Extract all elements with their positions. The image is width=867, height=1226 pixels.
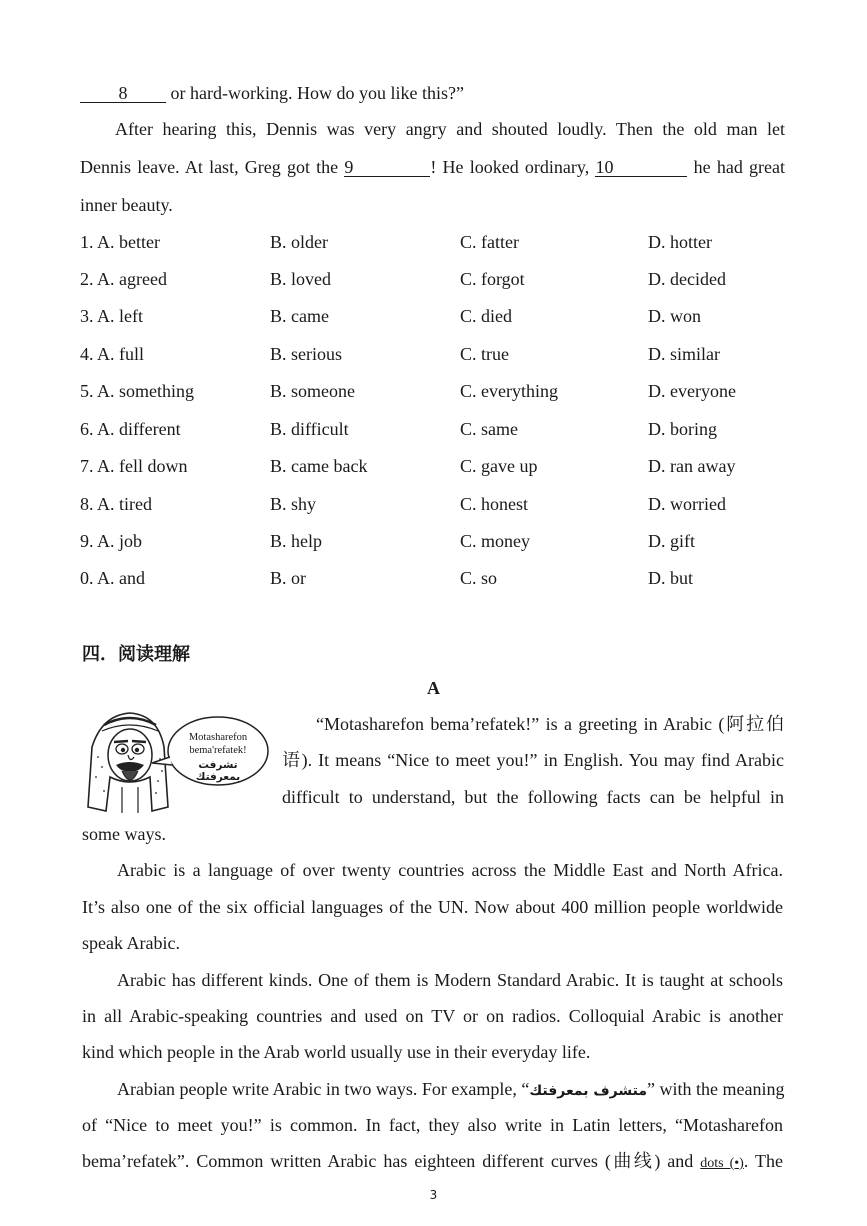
option-b: B. came	[270, 306, 329, 326]
option-a: 6. A. different	[80, 419, 181, 439]
p1-line-4: some ways.	[82, 824, 166, 844]
option-d: D. won	[648, 306, 701, 326]
p2-line-3: speak Arabic.	[82, 933, 180, 953]
option-d: D. everyone	[648, 381, 736, 401]
bubble-arabic: تشرفت بمعرفتك	[195, 759, 241, 783]
option-d: D. similar	[648, 344, 720, 364]
option-c: C. gave up	[460, 456, 538, 476]
option-row	[80, 268, 800, 290]
passage-line-4: inner beauty.	[80, 195, 173, 215]
option-b: B. help	[270, 531, 322, 551]
reading-heading: A	[427, 678, 440, 698]
option-b: B. serious	[270, 344, 342, 364]
option-a: 3. A. left	[80, 306, 143, 326]
p4-line-2: of “Nice to meet you!” is common. In fact, they also write in Latin letters, “Motasharefon	[82, 1115, 783, 1135]
option-c: C. same	[460, 419, 518, 439]
passage-line-3: Dennis leave. At last, Greg got the 9 ! He looked ordinary, 10 he had great	[80, 157, 785, 177]
option-b: B. someone	[270, 381, 355, 401]
p1-line-3: difficult to understand, but the following facts can be helpful in	[282, 787, 784, 807]
option-b: B. difficult	[270, 419, 349, 439]
option-a: 7. A. fell down	[80, 456, 188, 476]
bubble-line-1: Motasharefon	[188, 732, 248, 743]
option-a: 9. A. job	[80, 531, 143, 551]
option-b: B. older	[270, 232, 328, 252]
page-number: 3	[429, 1188, 438, 1202]
option-c: C. died	[460, 306, 512, 326]
p4-line-1: Arabian people write Arabic in two ways. For example, “متشرف بمعرفتك” with the meaning	[117, 1079, 785, 1099]
option-d: D. hotter	[648, 232, 712, 252]
option-row	[80, 567, 800, 589]
option-c: C. money	[460, 531, 530, 551]
passage-line-1: 8 or hard-working. How do you like this?”	[80, 82, 785, 104]
option-a: 4. A. full	[80, 344, 145, 364]
option-row	[80, 380, 800, 402]
option-row	[80, 455, 800, 477]
blank-10: 10	[595, 158, 687, 177]
p1-line-2: 语). It means “Nice to meet you!” in English. You may find Arabic	[282, 750, 784, 770]
p2-line-2: It’s also one of the six official languages of the UN. Now about 400 million people worldwide	[82, 897, 783, 917]
option-c: C. fatter	[460, 232, 519, 252]
option-a: 8. A. tired	[80, 494, 152, 514]
option-a: 5. A. something	[80, 381, 195, 401]
option-row	[80, 305, 800, 327]
p3-line-2: in all Arabic-speaking countries and used on TV or on radios. Colloquial Arabic is another	[82, 1006, 783, 1026]
blank-9: 9	[344, 158, 430, 177]
arab-man-illustration	[82, 707, 272, 817]
option-c: C. honest	[460, 494, 529, 514]
blank-8: 8	[80, 84, 166, 103]
option-row	[80, 231, 800, 253]
option-d: D. ran away	[648, 456, 736, 476]
option-row	[80, 343, 800, 365]
option-b: B. or	[270, 568, 306, 588]
p1-line-1: “Motasharefon bema’refatek!” is a greeting in Arabic (阿拉伯	[316, 714, 784, 734]
option-c: C. true	[460, 344, 509, 364]
option-d: D. decided	[648, 269, 726, 289]
option-a: 0. A. and	[80, 568, 145, 588]
option-b: B. loved	[270, 269, 331, 289]
p3-line-3: kind which people in the Arab world usually use in their everyday life.	[82, 1042, 591, 1062]
option-row	[80, 493, 800, 515]
option-d: D. worried	[648, 494, 726, 514]
option-b: B. came back	[270, 456, 368, 476]
option-a: 2. A. agreed	[80, 269, 167, 289]
option-d: D. but	[648, 568, 693, 588]
option-c: C. so	[460, 568, 498, 588]
p4-line-3: bema’refatek”. Common written Arabic has eighteen different curves (曲线) and dots (•). The	[82, 1151, 783, 1171]
option-d: D. gift	[648, 531, 695, 551]
option-row	[80, 530, 800, 552]
option-b: B. shy	[270, 494, 317, 514]
bubble-line-2: bema'refatek!	[189, 745, 247, 756]
section-title: 四．阅读理解	[82, 644, 190, 665]
p3-line-1: Arabic has different kinds. One of them is Modern Standard Arabic. It is taught at schools	[117, 970, 783, 990]
option-d: D. boring	[648, 419, 717, 439]
arabic-phrase: متشرف بمعرفتك	[529, 1083, 648, 1099]
option-c: C. everything	[460, 381, 558, 401]
passage-line-2: After hearing this, Dennis was very angry and shouted loudly. Then the old man let	[115, 119, 785, 139]
option-row	[80, 418, 800, 440]
option-a: 1. A. better	[80, 232, 160, 252]
option-c: C. forgot	[460, 269, 525, 289]
p2-line-1: Arabic is a language of over twenty countries across the Middle East and North Africa.	[117, 860, 783, 880]
dots-term: dots (•)	[700, 1156, 744, 1171]
